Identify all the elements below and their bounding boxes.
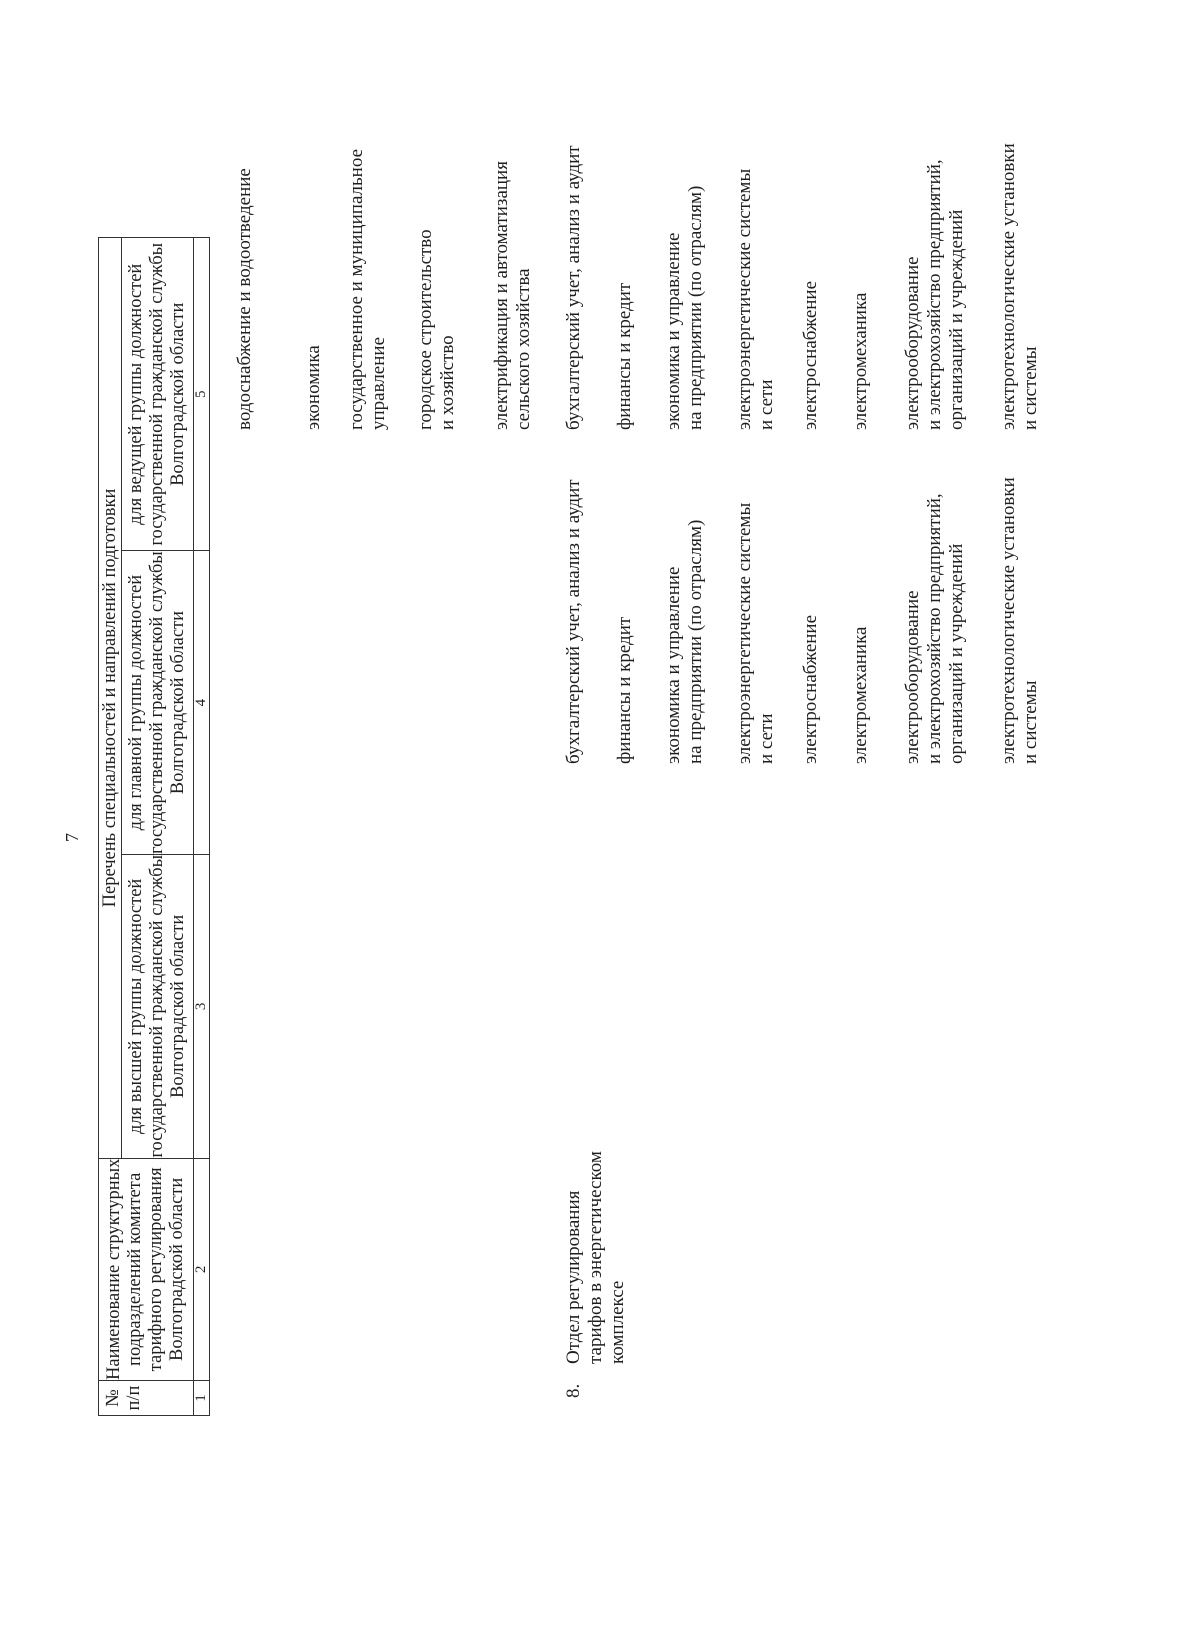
specialty-item: электротехнологические установки и системы [998,477,1041,764]
header-group-title: Перечень специальностей и направлений подготовки [99,238,122,1158]
specialty-item: электромеханика [850,292,871,430]
column-number: 4 [194,551,210,855]
specialty-item: электротехнологические установки и системы [998,143,1041,430]
specialty-item: финансы и кредит [614,282,635,430]
specialty-item: экономика [303,345,324,430]
specialty-item: финансы и кредит [614,616,635,764]
specialty-item: водоснабжение и водоотведение [234,168,255,430]
header-col-number: № п/п [99,1381,194,1416]
header-col-department: Наименование структурных подразделений комитета тарифного регулирования Волгоградской области [99,1158,194,1380]
specialty-item: экономика и управление на предприятии (по отраслям) [663,185,706,430]
specialty-item: электроэнергетические системы и сети [734,168,777,430]
specialty-item: электроснабжение [800,614,821,764]
column-number: 2 [194,1158,210,1380]
department-name: Отдел регулирования тарифов в энергетическом комплексе [563,1151,628,1364]
page-number: 7 [62,833,82,842]
column-number: 3 [194,854,210,1158]
header-table [98,237,210,1416]
specialty-item: электрооборудование и электрохозяйство предприятий, организаций и учреждений [902,493,967,764]
header-col-leading: для ведущей группы должностей государственной гражданской службы Волгоградской области [122,238,194,551]
specialty-item: государственное и муниципальное управление [346,148,389,430]
specialty-item: экономика и управление на предприятии (по отраслям) [663,519,706,764]
specialty-item: электрификация и автоматизация сельского хозяйства [491,161,534,430]
specialty-item: бухгалтерский учет, анализ и аудит [563,479,584,764]
specialty-item: городское строительство и хозяйство [415,229,458,430]
row-number: 8. [563,1383,584,1398]
header-col-main: для главной группы должностей государственной гражданской службы Волгоградской области [122,551,194,855]
specialty-item: электромеханика [850,626,871,764]
specialty-item: электрооборудование и электрохозяйство предприятий, организаций и учреждений [902,159,967,430]
column-number: 5 [194,238,210,551]
specialty-item: бухгалтерский учет, анализ и аудит [563,145,584,430]
specialty-item: электроэнергетические системы и сети [734,502,777,764]
header-col-higher: для высшей группы должностей государственной гражданской службы Волгоградской области [122,854,194,1158]
column-number: 1 [194,1381,210,1416]
specialty-item: электроснабжение [800,280,821,430]
